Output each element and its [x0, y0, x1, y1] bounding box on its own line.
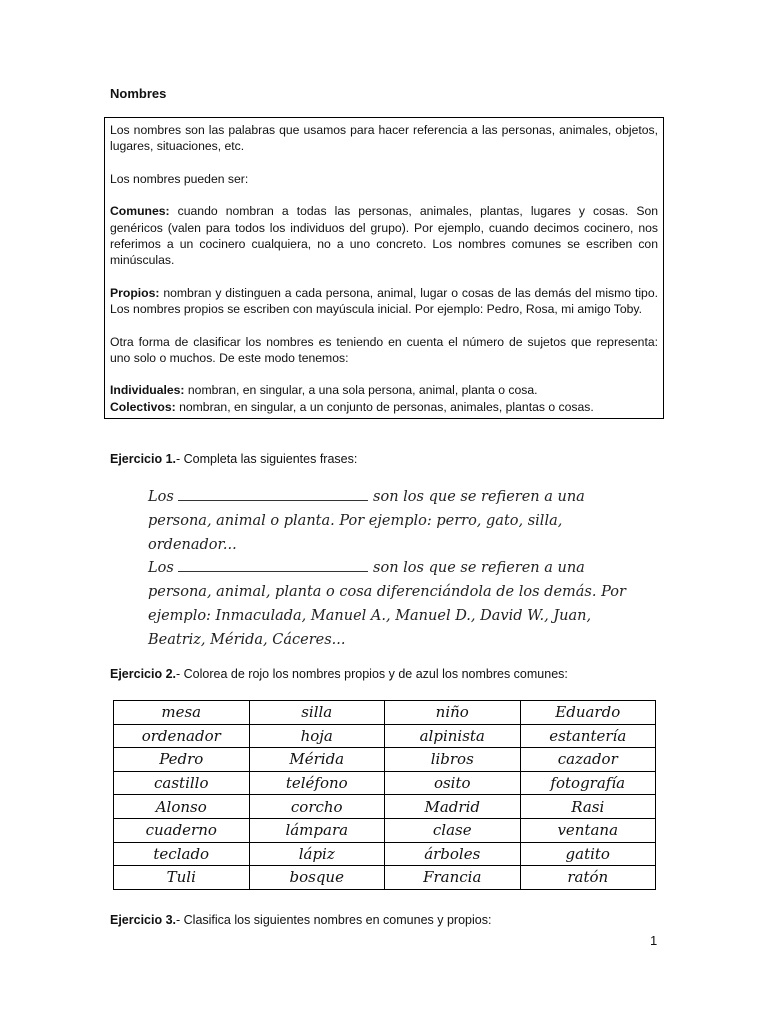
word-cell[interactable]: teléfono	[249, 771, 385, 795]
word-cell[interactable]: Eduardo	[520, 701, 656, 725]
exercise-3-label: Ejercicio 3.	[110, 913, 177, 927]
word-cell[interactable]: Tuli	[114, 866, 250, 890]
comunes-label: Comunes:	[110, 204, 170, 219]
exercise-2-heading	[110, 666, 568, 682]
word-cell[interactable]: gatito	[520, 842, 656, 866]
intro-paragraph: Los nombres son las palabras que usamos para hacer referencia a las personas, animales, objetos, lugares, situaciones, etc.	[110, 123, 658, 154]
word-cell[interactable]: Francia	[385, 866, 521, 890]
word-cell[interactable]: libros	[385, 748, 521, 772]
table-row	[114, 842, 656, 866]
comunes-paragraph	[110, 203, 658, 269]
word-cell[interactable]: hoja	[249, 724, 385, 748]
exercise-3-heading	[110, 912, 491, 928]
exercise-2-instruction: - Colorea de rojo los nombres propios y de azul los nombres comunes:	[176, 667, 568, 681]
word-cell[interactable]: Alonso	[114, 795, 250, 819]
word-cell[interactable]: Mérida	[249, 748, 385, 772]
word-cell[interactable]: lámpara	[249, 818, 385, 842]
word-cell[interactable]: osito	[385, 771, 521, 795]
word-cell[interactable]: teclado	[114, 842, 250, 866]
word-cell[interactable]: alpinista	[385, 724, 521, 748]
exercise-2-label: Ejercicio 2.	[110, 667, 177, 681]
classification-paragraph: Otra forma de clasificar los nombres es teniendo en cuenta el número de sujetos que representa: uno solo o muchos. De este modo tenemos:	[110, 334, 658, 366]
word-cell[interactable]: Madrid	[385, 795, 521, 819]
word-cell[interactable]: niño	[385, 701, 521, 725]
table-row	[114, 748, 656, 772]
fill-in-blank-2[interactable]	[178, 559, 368, 572]
word-cell[interactable]: cazador	[520, 748, 656, 772]
types-intro: Los nombres pueden ser:	[110, 171, 249, 186]
table-row	[114, 701, 656, 725]
comunes-text: cuando nombran a todas las personas, animales, plantas, lugares y cosas. Son genéricos (valen para todos los individuos del grupo). Por ejemplo, cuando decimos cocinero, nos referimos a un cocinero cualquiera, no a uno concreto. Los nombres comunes se escriben con minúsculas.	[110, 204, 658, 268]
word-cell[interactable]: corcho	[249, 795, 385, 819]
word-cell[interactable]: ventana	[520, 818, 656, 842]
individuales-label: Individuales:	[110, 383, 185, 398]
word-cell[interactable]: estantería	[520, 724, 656, 748]
word-cell[interactable]: fotografía	[520, 771, 656, 795]
table-row	[114, 724, 656, 748]
colectivos-text: nombran, en singular, a un conjunto de personas, animales, plantas o cosas.	[175, 399, 594, 414]
words-table	[113, 700, 656, 890]
definition-box	[104, 117, 664, 419]
word-cell[interactable]: castillo	[114, 771, 250, 795]
word-cell[interactable]: silla	[249, 701, 385, 725]
word-cell[interactable]: ratón	[520, 866, 656, 890]
exercise-1-instruction: - Completa las siguientes frases:	[176, 452, 358, 466]
word-cell[interactable]: clase	[385, 818, 521, 842]
word-cell[interactable]: Rasi	[520, 795, 656, 819]
word-cell[interactable]: ordenador	[114, 724, 250, 748]
individuales-text: nombran, en singular, a una sola persona, animal, planta o cosa.	[184, 383, 538, 398]
word-cell[interactable]: bosque	[249, 866, 385, 890]
exercise-1-sentence-2: Los son los que se refieren a una persona, animal, planta o cosa diferenciándola de los demás. Por ejemplo: Inmaculada, Manuel A., Manuel D., David W., Juan, Beatriz, Mérida, Cáceres...	[148, 560, 626, 648]
exercise-1-sentence-1: Los son los que se refieren a una persona, animal o planta. Por ejemplo: perro, gato, silla, ordenador...	[148, 489, 585, 553]
page-number: 1	[650, 933, 658, 948]
exercise-1-heading	[110, 451, 357, 467]
exercise-1-label: Ejercicio 1.	[110, 452, 177, 466]
table-row	[114, 771, 656, 795]
table-row	[114, 818, 656, 842]
word-cell[interactable]: lápiz	[249, 842, 385, 866]
propios-paragraph	[110, 285, 658, 318]
individuales-paragraph	[110, 382, 658, 398]
fill-in-blank-1[interactable]	[178, 488, 368, 501]
word-cell[interactable]: Pedro	[114, 748, 250, 772]
propios-text: nombran y distinguen a cada persona, animal, lugar o cosas de las demás del mismo tipo. Los nombres propios se escriben con mayúscula inicial. Por ejemplo: Pedro, Rosa, mi amigo Toby.	[110, 285, 658, 317]
table-row	[114, 866, 656, 890]
colectivos-label: Colectivos:	[110, 399, 176, 414]
page-title: Nombres	[110, 86, 167, 101]
table-row	[114, 795, 656, 819]
word-cell[interactable]: árboles	[385, 842, 521, 866]
word-cell[interactable]: mesa	[114, 701, 250, 725]
propios-label: Propios:	[110, 285, 160, 300]
colectivos-paragraph	[110, 399, 658, 415]
word-cell[interactable]: cuaderno	[114, 818, 250, 842]
exercise-3-instruction: - Clasifica los siguientes nombres en comunes y propios:	[176, 913, 492, 927]
